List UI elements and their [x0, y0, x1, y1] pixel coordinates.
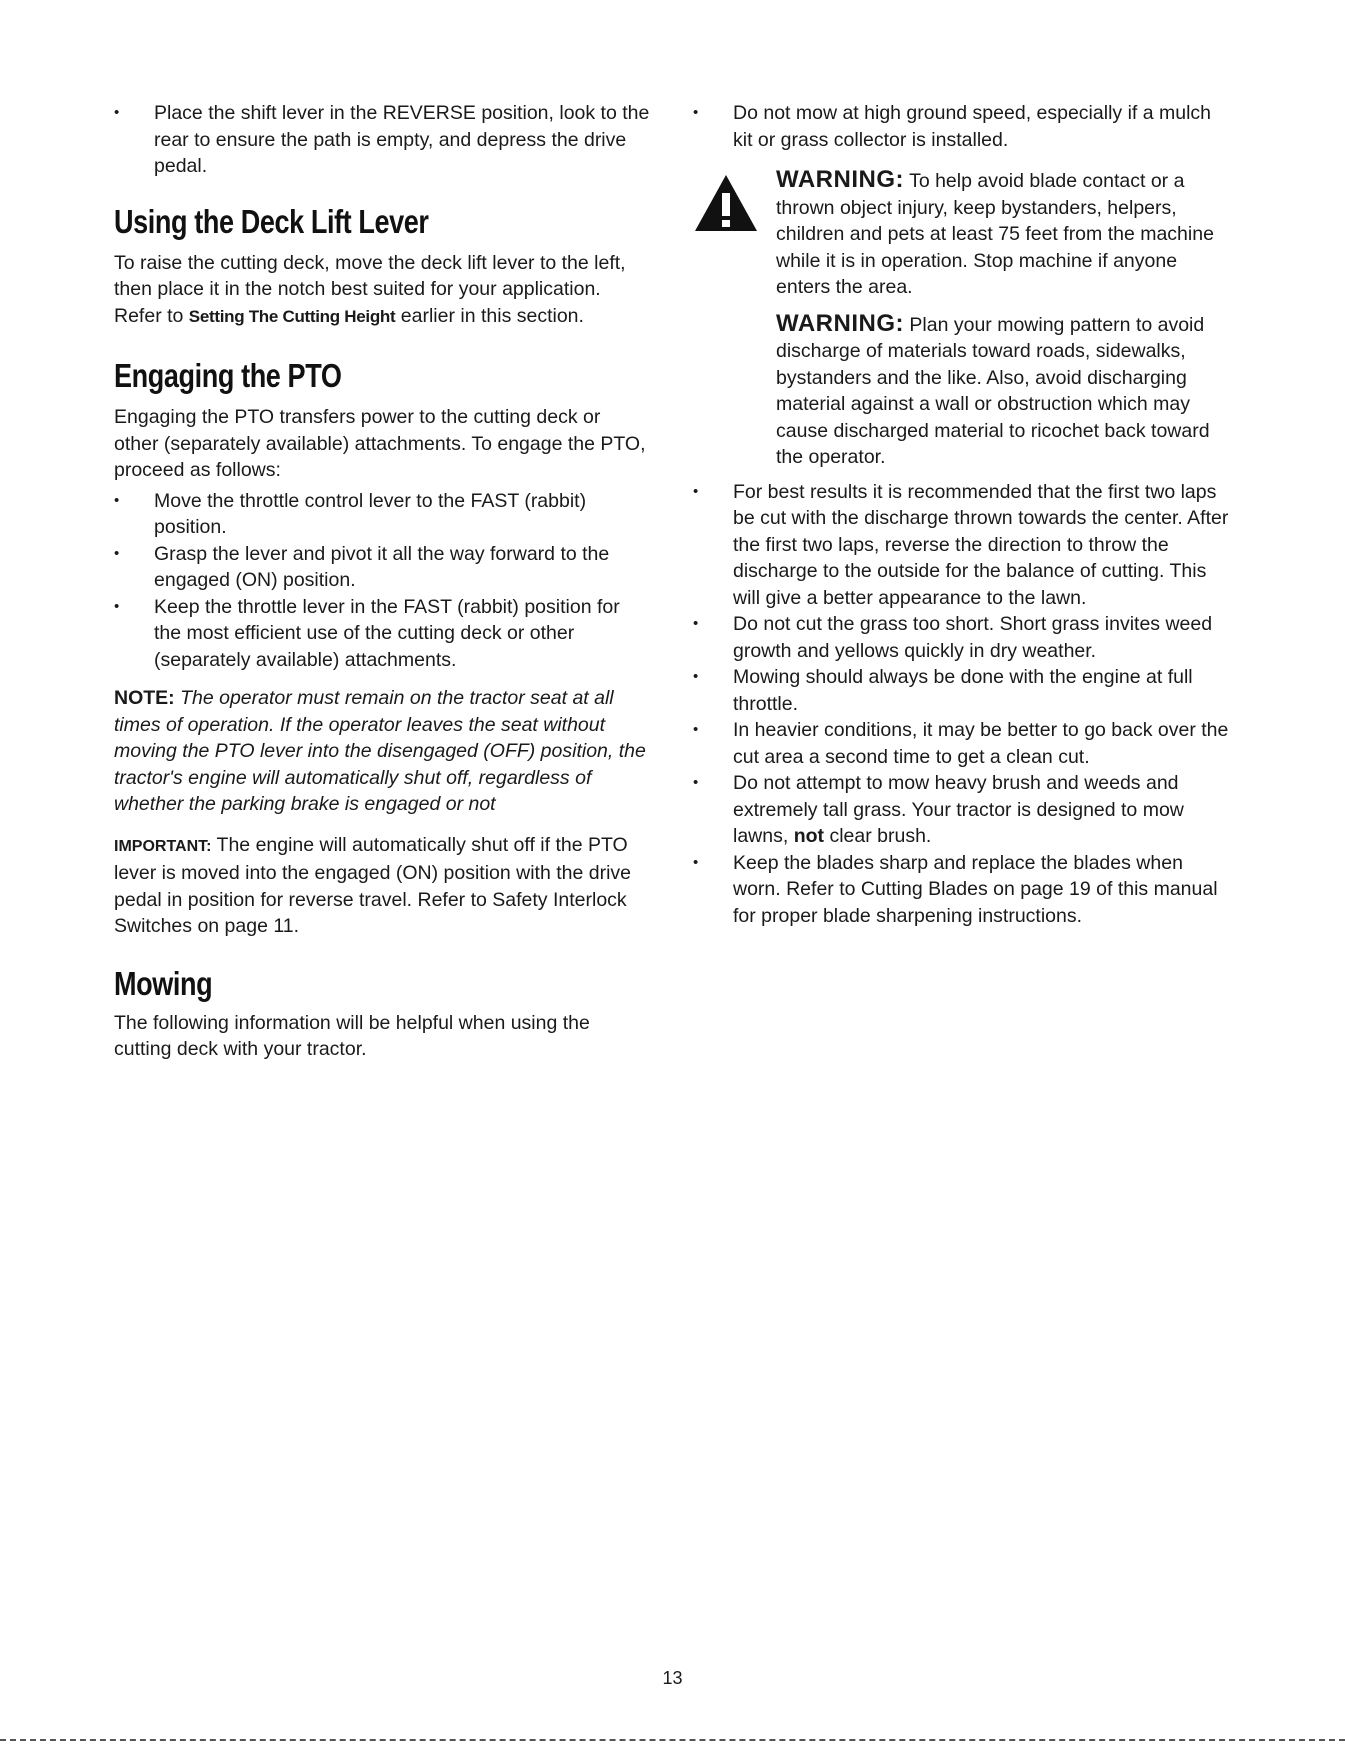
important-paragraph	[114, 832, 650, 940]
list-item: • Place the shift lever in the REVERSE position, look to the rear to ensure the path is empty, and depress the drive pedal.	[114, 100, 650, 180]
brush-text: Do not attempt to mow heavy brush and weeds and extremely tall grass. Your tractor is designed to mow lawns,	[733, 772, 1184, 847]
brush-emphasis: not	[793, 825, 825, 847]
warning-1-text: To help avoid blade contact or a thrown object injury, keep bystanders, helpers, children and pets at least 75 feet from the machine while it is in operation. Stop machine if anyone enters the area.	[776, 170, 1214, 298]
pto-intro: Engaging the PTO transfers power to the cutting deck or other (separately available) attachments. To engage the PTO, proceed as follows:	[114, 406, 646, 481]
heading-deck-lift: Using the Deck Lift Lever	[114, 202, 429, 240]
bottom-rule	[0, 1739, 1345, 1741]
right-column	[693, 100, 1235, 929]
note-text: The operator must remain on the tractor seat at all times of operation. If the operator leaves the seat without moving the PTO lever into the disengaged (OFF) position, the tractor's engine will automatically shut off, regardless of whether the parking brake is engaged or not	[114, 687, 646, 815]
list-item: • Do not cut the grass too short. Short grass invites weed growth and yellows quickly in dry weather.	[693, 611, 1235, 664]
deck-lift-paragraph	[114, 250, 650, 331]
deck-lift-text-end: earlier in this section.	[400, 304, 584, 327]
important-label: IMPORTANT:	[114, 837, 212, 855]
list-item: • For best results it is recommended that the first two laps be cut with the discharge thrown towards the center. After the first two laps, reverse the direction to throw the discharge to the outside for the balance of cutting. This will give a better appearance to the lawn.	[693, 479, 1235, 612]
deck-lift-text: To raise the cutting deck, move the deck lift lever to the left, then place it in the notch best suited for your application. Refer to	[114, 251, 626, 327]
list-item: • Do not mow at high ground speed, especially if a mulch kit or grass collector is installed.	[693, 100, 1235, 153]
warning-2-text: Plan your mowing pattern to avoid discharge of materials toward roads, sidewalks, bystanders and the like. Also, avoid discharging material against a wall or obstruction which may cause discharged material to ricochet back toward the operator.	[776, 313, 1210, 468]
heading-mowing: Mowing	[114, 964, 213, 1002]
list-item	[693, 770, 1235, 850]
left-column	[114, 100, 650, 1063]
warning-block	[693, 167, 1235, 471]
warning-1	[776, 167, 1235, 301]
cutting-height-reference: Setting The Cutting Height	[188, 306, 396, 326]
heading-engaging-pto: Engaging the PTO	[114, 357, 342, 394]
note-label: NOTE:	[114, 687, 175, 709]
warning-triangle-icon	[693, 173, 759, 233]
mowing-tips-list	[693, 479, 1235, 930]
list-item: • Keep the throttle lever in the FAST (rabbit) position for the most efficient use of the cutting deck or other (separately available) attachments.	[114, 594, 650, 674]
note-paragraph	[114, 685, 650, 818]
list-item: • Mowing should always be done with the engine at full throttle.	[693, 664, 1235, 717]
list-item: • Grasp the lever and pivot it all the way forward to the engaged (ON) position.	[114, 541, 650, 594]
warning-label: WARNING:	[776, 309, 904, 337]
list-item: • In heavier conditions, it may be better to go back over the cut area a second time to get a clean cut.	[693, 717, 1235, 770]
important-text: The engine will automatically shut off if the PTO lever is moved into the engaged (ON) position with the drive pedal in position for reverse travel. Refer to Safety Interlock Switches on page 11.	[114, 833, 632, 937]
warning-label: WARNING:	[776, 166, 904, 193]
warning-2	[776, 311, 1235, 471]
list-item: • Move the throttle control lever to the FAST (rabbit) position.	[114, 488, 650, 541]
page-number: 13	[662, 1668, 683, 1688]
list-item: • Keep the blades sharp and replace the blades when worn. Refer to Cutting Blades on page 19 of this manual for proper blade sharpening instructions.	[693, 850, 1235, 930]
brush-text-end: clear brush.	[829, 825, 932, 847]
mowing-intro: The following information will be helpful when using the cutting deck with your tractor.	[114, 1011, 590, 1060]
